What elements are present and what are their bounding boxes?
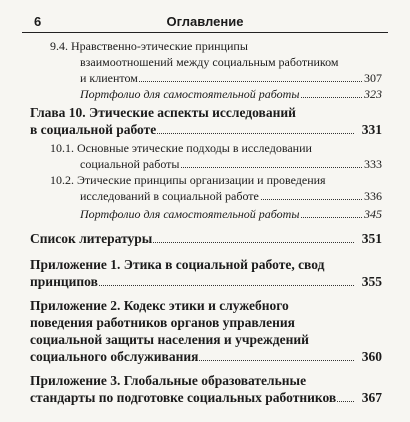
toc-entry-chapter-10[interactable]: [0, 104, 410, 138]
toc-page-number: 355: [361, 274, 382, 289]
toc-page-number: 323: [364, 87, 382, 101]
toc-entry-title-line: Приложение 2. Кодекс этики и служебного: [30, 298, 289, 313]
toc-page-number: 367: [361, 390, 382, 405]
page-header: [22, 10, 388, 33]
toc-entry-title-line: и клиентом: [80, 71, 138, 85]
toc-entry-title: Портфолио для самостоятельной работы: [80, 87, 300, 101]
toc-page-number: 336: [364, 189, 382, 203]
toc-entry-title-line: в социальной работе: [30, 122, 157, 137]
toc-entry-title-line: Приложение 1. Этика в социальной работе, свод: [30, 257, 325, 272]
toc-entry-9-4[interactable]: [0, 38, 410, 86]
toc-page-number: 331: [361, 122, 382, 137]
toc-entry-title-line: социального обслуживания: [30, 349, 199, 364]
toc-entry-title-line: 10.1. Основные этические подходы в исследовании: [50, 141, 312, 155]
toc-entry-title: Портфолио для самостоятельной работы: [80, 207, 300, 221]
toc-entry-title-line: исследований в социальной работе: [80, 189, 259, 203]
toc-entry-portfolio-9[interactable]: [0, 86, 410, 102]
toc-entry-title: Список литературы: [30, 231, 153, 246]
toc-entry-title-line: социальной работы: [80, 157, 180, 171]
toc-entry-appendix-3[interactable]: [0, 372, 410, 406]
toc-page-number: 307: [364, 71, 382, 85]
toc-entry-title-line: социальной защиты населения и учреждений: [30, 332, 309, 347]
toc-entry-portfolio-10[interactable]: [0, 206, 410, 222]
toc-entry-appendix-1[interactable]: [0, 256, 410, 290]
toc-entry-title-line: взаимоотношений между социальным работником: [80, 55, 339, 69]
toc-page-number: 345: [364, 207, 382, 221]
toc-entry-title-line: Глава 10. Этические аспекты исследований: [30, 105, 296, 120]
toc-entry-title-line: поведения работников органов управления: [30, 315, 295, 330]
toc-entry-appendix-2[interactable]: [0, 297, 410, 365]
toc-entry-title-line: стандарты по подготовке социальных работников: [30, 390, 337, 405]
toc-page-number: 360: [361, 349, 382, 364]
page-number: 6: [34, 14, 42, 29]
toc-entry-title-line: 10.2. Этические принципы организации и проведения: [50, 173, 326, 187]
running-title: Оглавление: [166, 14, 244, 29]
toc-entry-10-1[interactable]: [0, 140, 410, 172]
toc-entry-literature[interactable]: [0, 230, 410, 247]
toc-entry-10-2[interactable]: [0, 172, 410, 204]
toc-page-number: 333: [364, 157, 382, 171]
toc-entry-title-line: принципов: [30, 274, 98, 289]
toc-page-number: 351: [361, 231, 382, 246]
toc-entry-title-line: Приложение 3. Глобальные образовательные: [30, 373, 307, 388]
toc-entry-title-line: 9.4. Нравственно-этические принципы: [50, 39, 248, 53]
